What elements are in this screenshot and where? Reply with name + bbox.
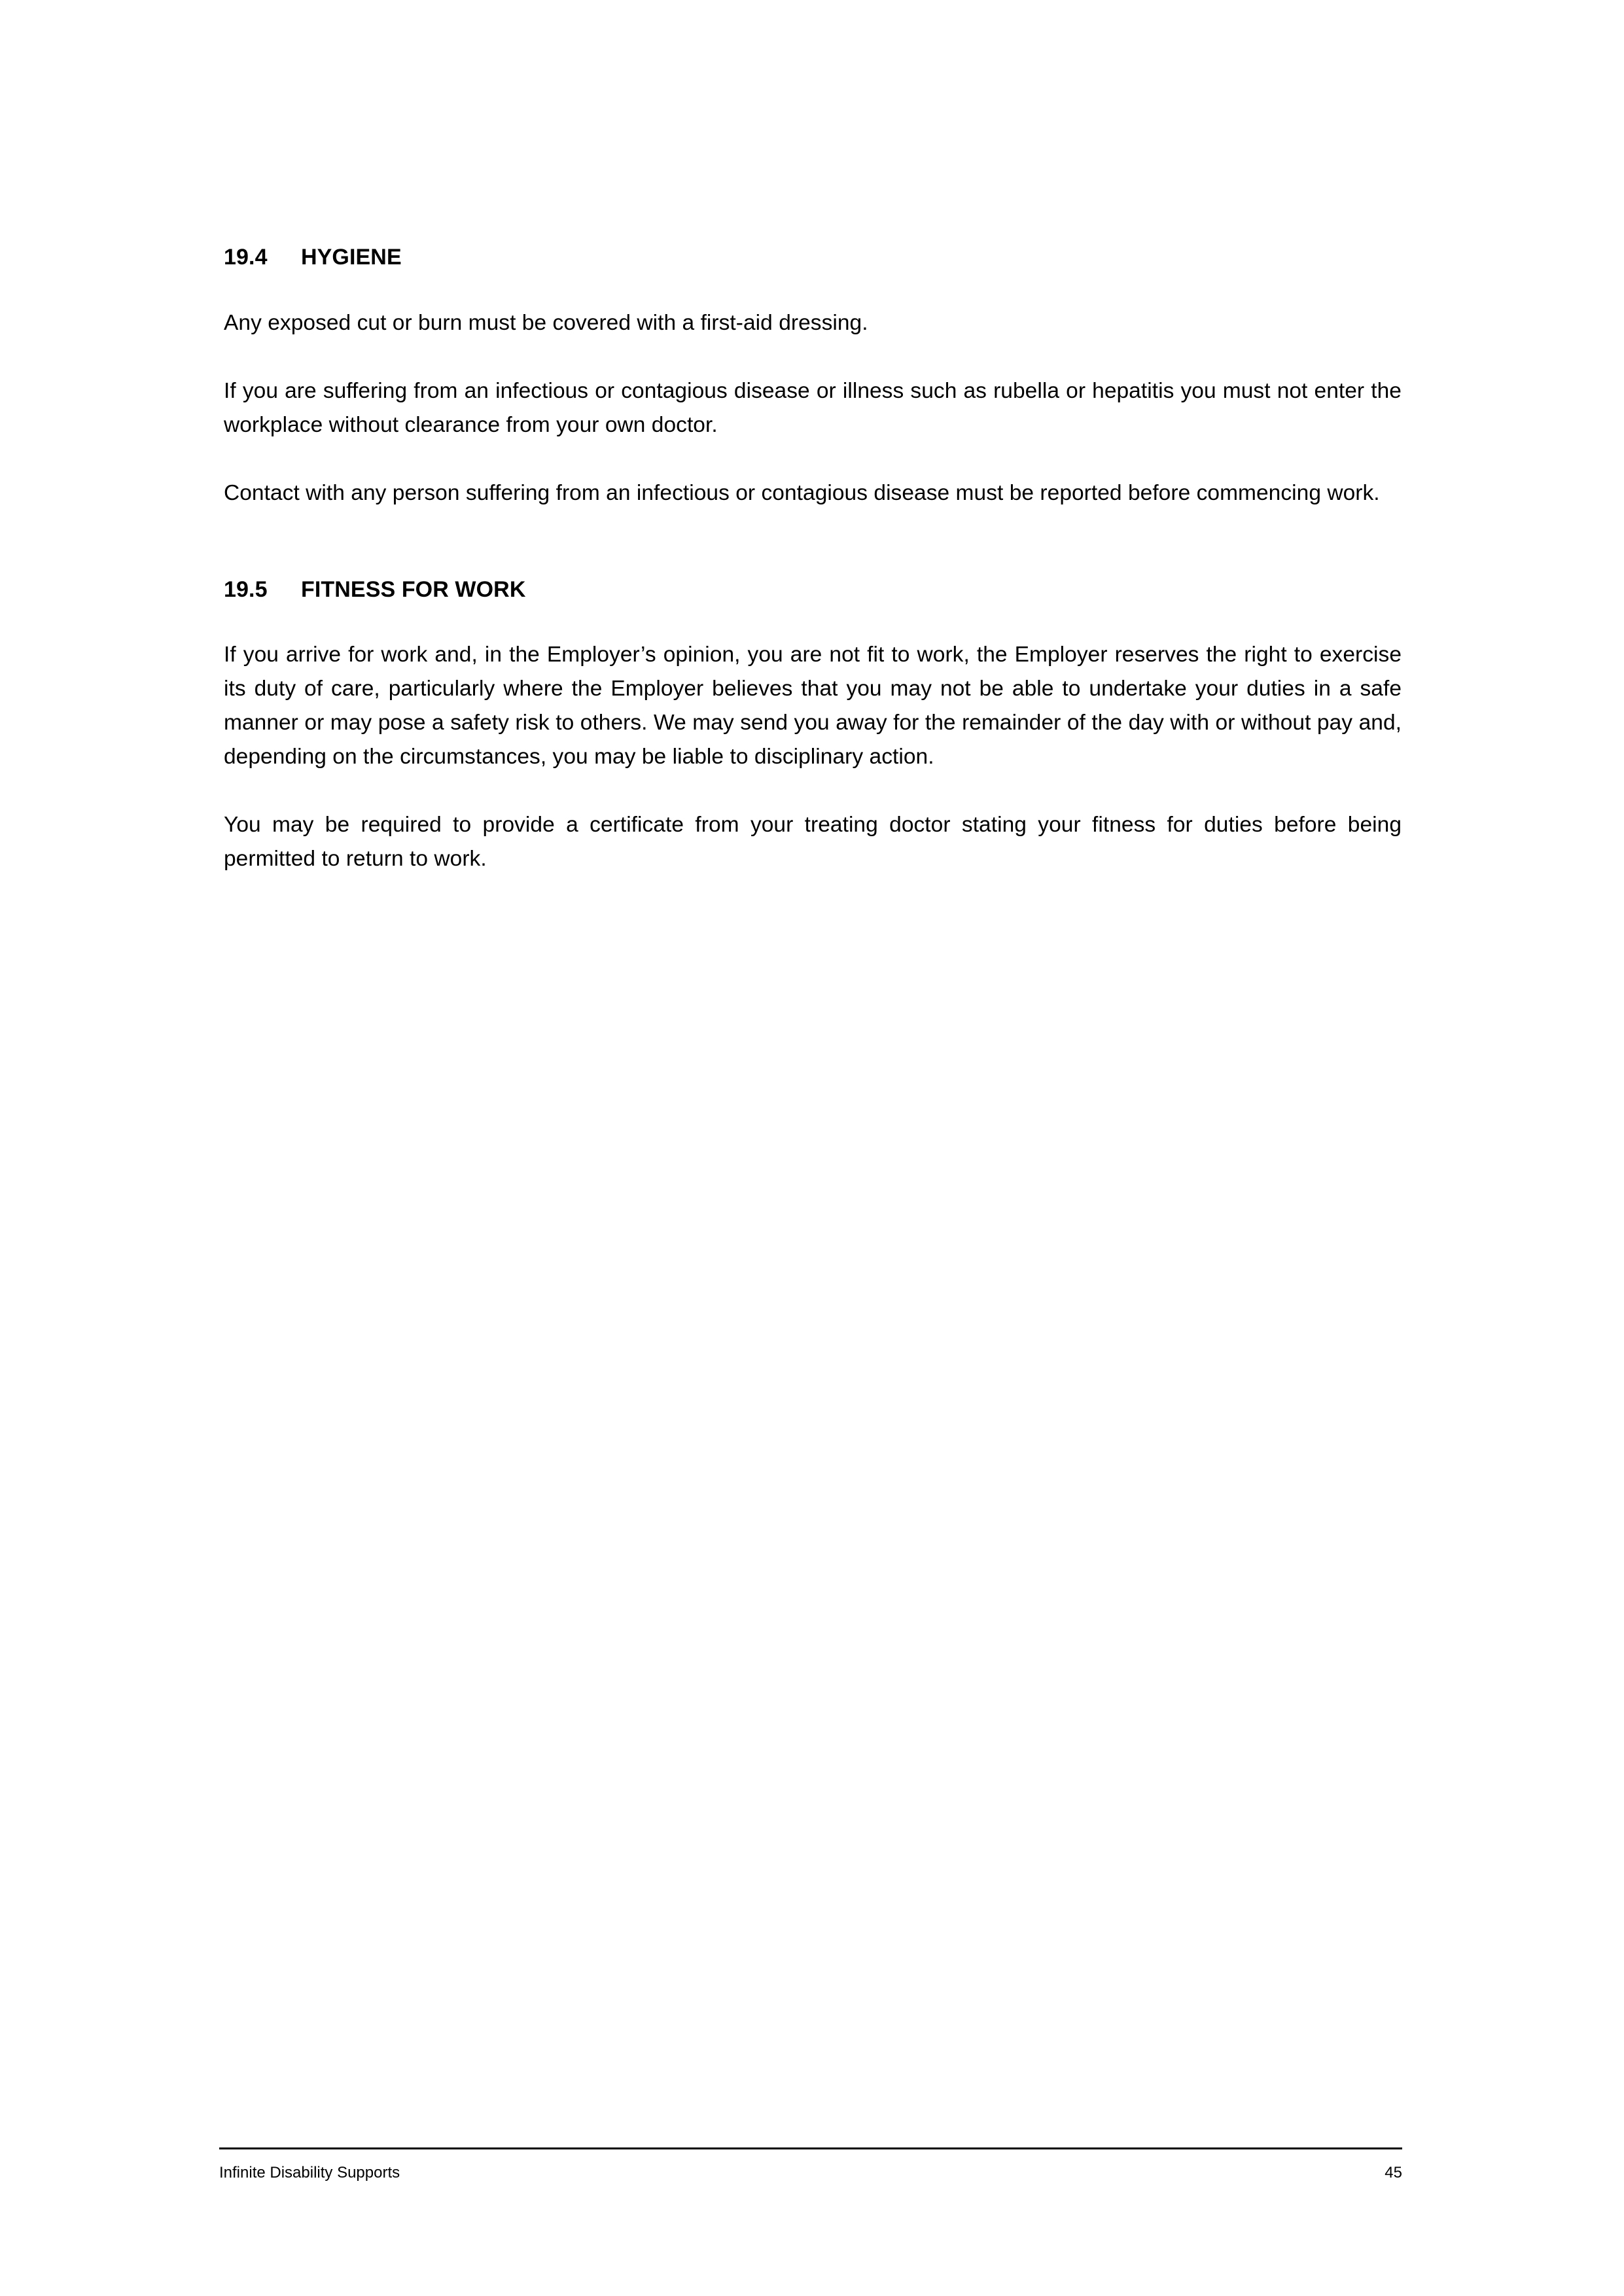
paragraph: You may be required to provide a certificate from your treating doctor stating your fitness for duties before being permitted to return to work. xyxy=(224,813,1402,872)
page-content xyxy=(224,243,1402,876)
paragraph: If you arrive for work and, in the Employer’s opinion, you are not fit to work, the Employer reserves the right to exercise its duty of care, particularly where the Employer believes that you may not be able to undertake your duties in a safe manner or may pose a safety risk to others. We may send you away for the remainder of the day with or without pay and, depending on the circumstances, you may be liable to disciplinary action. xyxy=(224,643,1402,769)
paragraph: If you are suffering from an infectious or contagious disease or illness such as rubella or hepatitis you must not enter the workplace without clearance from your own doctor. xyxy=(224,378,1402,437)
spacer xyxy=(224,272,1402,306)
section-number: 19.4 xyxy=(224,245,268,270)
section-title: FITNESS FOR WORK xyxy=(301,576,526,602)
footer-divider xyxy=(219,2147,1402,2149)
spacer xyxy=(224,510,1402,576)
paragraph: Any exposed cut or burn must be covered with a first-aid dressing. xyxy=(224,310,868,335)
section-heading-19-4 xyxy=(224,243,1402,272)
paragraph: Contact with any person suffering from an infectious or contagious disease must be reported before commencing work. xyxy=(224,480,1380,505)
footer-row xyxy=(219,2164,1402,2183)
spacer xyxy=(224,340,1402,374)
spacer xyxy=(224,604,1402,638)
footer-organisation: Infinite Disability Supports xyxy=(219,2164,400,2181)
spacer xyxy=(224,442,1402,476)
spacer xyxy=(224,774,1402,808)
section-title: HYGIENE xyxy=(301,245,402,270)
footer-page-number: 45 xyxy=(1385,2164,1402,2181)
page-footer xyxy=(219,2147,1402,2183)
section-heading-19-5 xyxy=(224,576,1402,605)
section-number: 19.5 xyxy=(224,576,268,602)
